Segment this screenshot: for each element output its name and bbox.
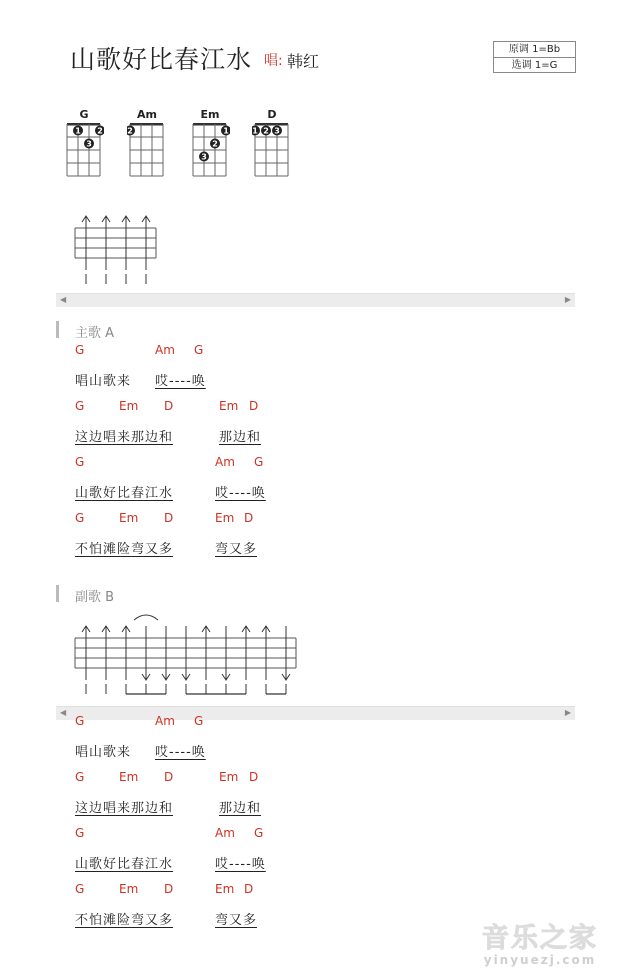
chord-line (0, 399, 621, 417)
svg-text:1: 1 (223, 126, 229, 136)
fretboard (127, 122, 167, 180)
svg-text:1: 1 (252, 126, 258, 136)
chord-symbol: G (194, 714, 204, 728)
watermark-en: yinyuezj.com (483, 953, 597, 967)
strum-up-arrow (122, 626, 130, 694)
finger-dot (127, 126, 135, 136)
lyric-line (0, 797, 621, 815)
lyric-text: 那边和 (219, 801, 262, 816)
strum-pattern-a (70, 212, 170, 284)
original-key: 原调 1=Bb (508, 44, 561, 55)
lyric-text: 山歌好比春江水 (75, 857, 174, 872)
scroll-left-icon[interactable]: ◀ (60, 708, 67, 717)
lyric-line (0, 538, 621, 556)
lyric-text: 唱山歌来 (75, 374, 132, 389)
svg-text:2: 2 (263, 126, 269, 136)
finger-dot (84, 139, 94, 149)
singer-label: 唱: (264, 53, 283, 69)
scroll-right-icon[interactable]: ▶ (564, 295, 571, 304)
chord-symbol: D (244, 511, 254, 525)
chord-symbol: D (164, 511, 174, 525)
lyric-line (0, 370, 621, 388)
chord-line (0, 882, 621, 900)
lyric-text: 哎----唤 (155, 745, 206, 760)
finger-dot (73, 126, 83, 136)
lyric-line (0, 482, 621, 500)
chord-symbol: G (75, 714, 85, 728)
chord-line (0, 343, 621, 361)
chord-symbol: Am (155, 343, 175, 357)
chord-symbol: G (75, 770, 85, 784)
chord-line (0, 714, 621, 732)
fretboard (190, 122, 230, 180)
singer-name: 韩红 (287, 52, 320, 71)
lyric-text: 这边唱来那边和 (75, 430, 174, 445)
chord-diagram-g (64, 108, 104, 184)
chord-symbol: G (75, 399, 85, 413)
chord-symbol: D (249, 399, 259, 413)
selected-key[interactable]: 选调 1=G (494, 57, 575, 73)
chord-symbol: G (254, 826, 264, 840)
strum-down-arrow (162, 626, 170, 694)
finger-dot (95, 126, 104, 136)
lyric-line (0, 426, 621, 444)
finger-dot (199, 152, 209, 162)
chord-symbol: D (164, 882, 174, 896)
finger-dot (252, 126, 260, 136)
finger-dot (272, 126, 282, 136)
strum-down-arrow (142, 626, 150, 694)
svg-text:3: 3 (86, 139, 92, 149)
chord-diagram-em (190, 108, 230, 184)
lyric-text: 唱山歌来 (75, 745, 132, 760)
chord-name: G (79, 108, 89, 121)
chord-name: Am (137, 108, 157, 121)
strum-pattern-b (70, 608, 310, 700)
chord-symbol: G (75, 511, 85, 525)
svg-text:3: 3 (201, 152, 207, 162)
chord-diagram-am (127, 108, 167, 184)
chord-symbol: G (254, 455, 264, 469)
chord-symbol: G (75, 826, 85, 840)
chord-symbol: G (194, 343, 204, 357)
chord-symbol: Em (219, 399, 239, 413)
chord-line (0, 826, 621, 844)
strum-down-arrow (282, 626, 290, 694)
fretboard (64, 122, 104, 180)
strum-up-arrow (142, 216, 150, 284)
watermark-logo (470, 916, 610, 967)
chord-symbol: D (164, 770, 174, 784)
song-title: 山歌好比春江水 (70, 45, 253, 74)
chord-symbol: G (75, 882, 85, 896)
lyric-text: 山歌好比春江水 (75, 486, 174, 501)
strum-up-arrow (242, 626, 250, 694)
key-box (493, 41, 576, 73)
finger-dot (261, 126, 271, 136)
chord-symbol: Em (215, 511, 235, 525)
section-b-marker (56, 585, 59, 602)
lyric-text: 弯又多 (215, 913, 258, 928)
finger-dot (221, 126, 230, 136)
lyric-text: 弯又多 (215, 542, 258, 557)
lyric-text: 不怕滩险弯又多 (75, 542, 174, 557)
lyric-line (0, 741, 621, 759)
chord-symbol: Am (155, 714, 175, 728)
chord-line (0, 455, 621, 473)
svg-text:2: 2 (127, 126, 133, 136)
strum-up-arrow (262, 626, 270, 694)
finger-dot (210, 139, 220, 149)
svg-text:2: 2 (97, 126, 103, 136)
lyric-text: 哎----唤 (215, 486, 266, 501)
chord-symbol: D (164, 399, 174, 413)
strum-up-arrow (82, 626, 90, 694)
strum-up-arrow (102, 216, 110, 284)
section-a-title: 主歌 A (75, 326, 115, 341)
chord-symbol: Em (219, 770, 239, 784)
chord-symbol: G (75, 455, 85, 469)
svg-text:1: 1 (75, 126, 81, 136)
strum-up-arrow (102, 626, 110, 694)
chord-symbol: D (244, 882, 254, 896)
scroll-left-icon[interactable]: ◀ (60, 295, 67, 304)
chord-symbol: Em (119, 882, 139, 896)
lyric-text: 那边和 (219, 430, 262, 445)
chord-name: Em (200, 108, 220, 121)
strum-up-arrow (82, 216, 90, 284)
chord-line (0, 511, 621, 529)
chord-symbol: Am (215, 826, 235, 840)
strum-down-arrow (182, 626, 190, 694)
section-b-title: 副歌 B (75, 590, 115, 605)
strum-up-arrow (122, 216, 130, 284)
chord-symbol: Em (119, 399, 139, 413)
lyric-text: 这边唱来那边和 (75, 801, 174, 816)
chord-diagram-d (252, 108, 292, 184)
scrollbar-a[interactable] (56, 293, 575, 307)
svg-text:3: 3 (274, 126, 280, 136)
strum-up-arrow (202, 626, 210, 694)
watermark-cn: 音乐之家 (482, 923, 598, 954)
chord-symbol: D (249, 770, 259, 784)
chord-symbol: Em (119, 511, 139, 525)
strum-down-arrow (222, 626, 230, 694)
tie-mark (134, 615, 158, 620)
lyric-text: 哎----唤 (155, 374, 206, 389)
lyric-line (0, 853, 621, 871)
lyric-text: 不怕滩险弯又多 (75, 913, 174, 928)
lyric-text: 哎----唤 (215, 857, 266, 872)
chord-symbol: Em (119, 770, 139, 784)
scroll-right-icon[interactable]: ▶ (564, 708, 571, 717)
svg-text:2: 2 (212, 139, 218, 149)
chord-symbol: Em (215, 882, 235, 896)
section-a-marker (56, 321, 59, 338)
chord-name: D (267, 108, 277, 121)
chord-symbol: G (75, 343, 85, 357)
chord-symbol: Am (215, 455, 235, 469)
fretboard (252, 122, 292, 180)
chord-line (0, 770, 621, 788)
